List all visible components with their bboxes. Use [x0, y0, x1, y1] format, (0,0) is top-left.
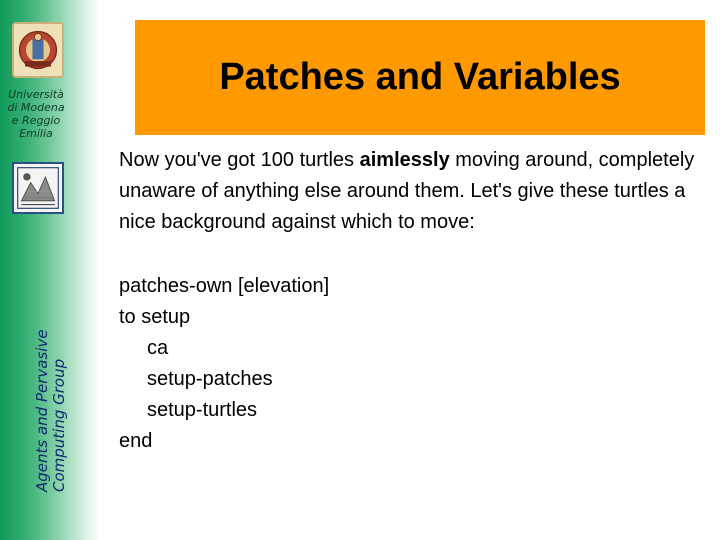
university-name-line: Emilia: [19, 127, 53, 140]
code-line: setup-turtles: [147, 399, 258, 421]
group-name-line: Computing Group: [50, 358, 68, 492]
sidebar: [0, 0, 100, 540]
intro-paragraph: [119, 145, 714, 238]
university-name: [0, 88, 72, 140]
intro-text-before: Now you've got 100 turtles: [119, 149, 360, 171]
university-seal-logo: [12, 22, 64, 78]
slide-title-banner: [135, 20, 705, 135]
university-name-line: e Reggio: [11, 114, 61, 127]
code-line: patches-own [elevation]: [119, 275, 330, 297]
code-line: end: [119, 430, 153, 452]
code-line: to setup: [119, 306, 191, 328]
code-line: setup-patches: [147, 368, 273, 390]
intro-emphasis: aimlessly: [359, 149, 450, 171]
group-engraving-logo: [12, 162, 64, 214]
group-name-line: Agents and Pervasive: [33, 329, 51, 492]
code-line: ca: [147, 337, 169, 359]
code-block: [119, 271, 519, 457]
university-name-line: Università: [8, 88, 64, 101]
group-name-vertical: [34, 292, 68, 492]
intro-text-after: moving around, completely unaware of anything else around them. Let's give these turtles a nice background against which to move:: [119, 149, 695, 233]
slide-title: Patches and Variables: [219, 56, 621, 98]
university-name-line: di Modena: [7, 101, 65, 114]
